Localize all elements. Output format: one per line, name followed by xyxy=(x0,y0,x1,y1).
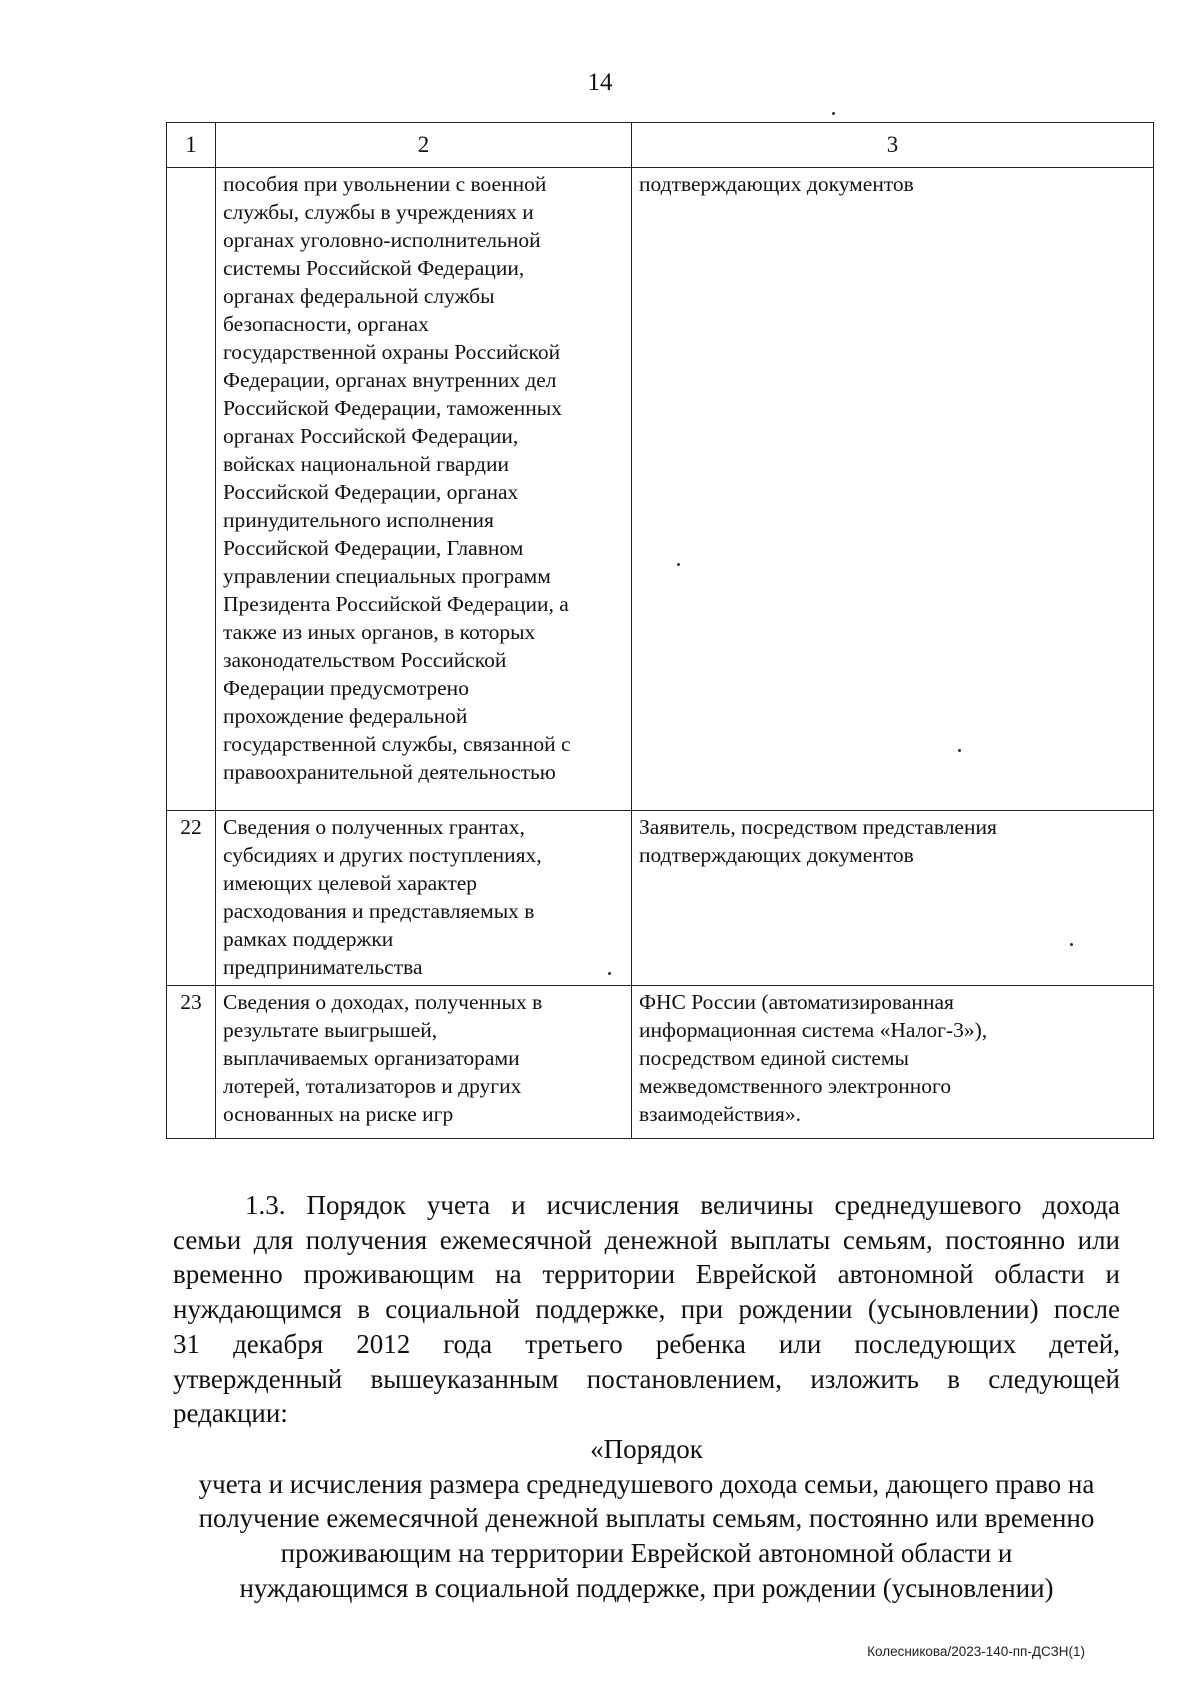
paragraph-line: временно проживающим на территории Еврейской автономной области и xyxy=(173,1259,1120,1290)
paragraph-line: редакции: xyxy=(173,1398,288,1429)
table-row xyxy=(167,168,1154,811)
row-number: 23 xyxy=(167,986,216,1139)
heading-line: «Порядок xyxy=(590,1434,703,1464)
table-row xyxy=(167,811,1154,986)
heading-line: получение ежемесячной денежной выплаты семьям, постоянно или временно xyxy=(198,1503,1095,1534)
table-header-row xyxy=(167,123,1154,168)
paragraph-line: нуждающимся в социальной поддержке, при рождении (усыновлении) после xyxy=(173,1294,1120,1325)
row-source: ФНС России (автоматизированная информационная система «Налог-3»), посредством единой системы межведомственного электронного взаимодействия». xyxy=(632,986,1154,1139)
row-description: пособия при увольнении с военной службы, службы в учреждениях и органах уголовно-исполнительной системы Российской Федерации, органах федеральной службы безопасности, органах государственной охраны Российской Федерации, органах внутренних дел Российской Федерации, таможенных органах Российской Федерации, войсках национальной гвардии Российской Федерации, органах принудительного исполнения Российской Федерации, Главном управлении специальных программ Президента Российской Федерации, а также из иных органов, в которых законодательством Российской Федерации предусмотрено прохождение федеральной государственной службы, связанной с правоохранительной деятельностью xyxy=(216,168,632,811)
paragraph-line: утвержденный вышеуказанным постановлением, изложить в следующей xyxy=(173,1363,1120,1394)
heading-line: учета и исчисления размера среднедушевого дохода семьи, дающего право на xyxy=(198,1468,1095,1499)
section-heading xyxy=(163,1432,1130,1606)
page-number: 14 xyxy=(587,69,613,96)
row-number: 22 xyxy=(167,811,216,986)
paragraph-line: 1.3. Порядок учета и исчисления величины среднедушевого дохода xyxy=(245,1190,1120,1220)
scan-speck xyxy=(958,749,961,752)
scan-speck xyxy=(1070,943,1073,946)
row-description: Сведения о доходах, полученных в результате выигрышей, выплачиваемых организаторами лотерей, тотализаторов и других основанных на риске игр xyxy=(216,986,632,1139)
table-header-col-3: 3 xyxy=(632,123,1154,168)
document-reference: Колесникова/2023-140-пп-ДСЗН(1) xyxy=(867,1644,1085,1659)
table-header-col-1: 1 xyxy=(167,123,216,168)
row-description: Сведения о полученных грантах, субсидиях и других поступлениях, имеющих целевой характер расходования и представляемых в рамках поддержки предпринимательства xyxy=(216,811,632,986)
table-header-col-2: 2 xyxy=(216,123,632,168)
scan-speck xyxy=(832,112,835,115)
document-table xyxy=(166,122,1154,1139)
heading-line: проживающим на территории Еврейской автономной области и xyxy=(280,1538,1013,1569)
body-paragraph xyxy=(173,1188,1120,1431)
table-row xyxy=(167,986,1154,1139)
row-source: подтверждающих документов xyxy=(632,168,1154,811)
paragraph-line: 31 декабря 2012 года третьего ребенка или последующих детей, xyxy=(173,1328,1120,1359)
row-source: Заявитель, посредством представления подтверждающих документов xyxy=(632,811,1154,986)
paragraph-line: семьи для получения ежемесячной денежной выплаты семьям, постоянно или xyxy=(173,1224,1120,1255)
scan-speck xyxy=(608,972,611,975)
scan-speck xyxy=(677,563,680,566)
row-number xyxy=(167,168,216,811)
heading-line: нуждающимся в социальной поддержке, при рождении (усыновлении) xyxy=(239,1572,1054,1603)
